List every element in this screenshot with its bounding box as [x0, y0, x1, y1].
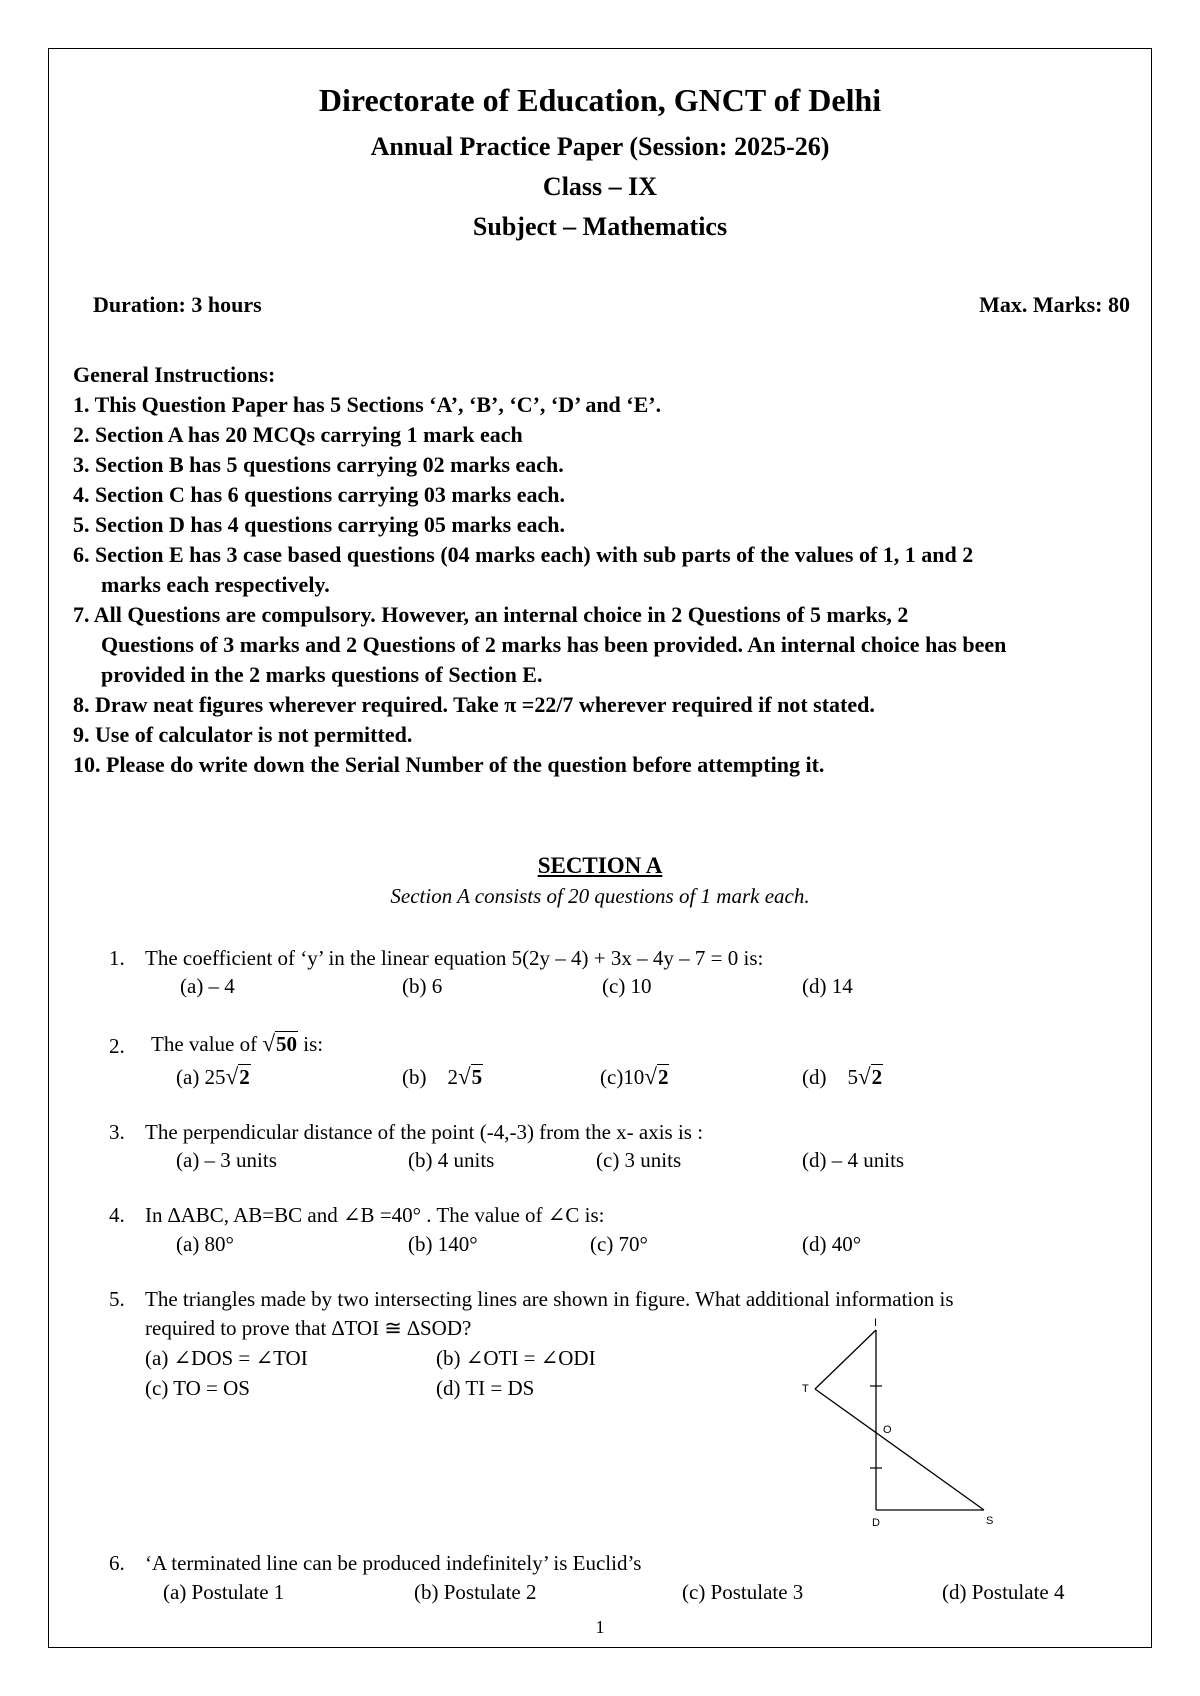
- q5-triangle-figure: [790, 1314, 1010, 1529]
- instruction-text: 3. Section: [73, 452, 169, 477]
- instruction-line: [73, 422, 523, 448]
- instruction-section-letter: C: [168, 482, 185, 507]
- q2-d-radicand: 2: [871, 1065, 883, 1089]
- q3-option-a: (a) – 3 units: [176, 1148, 277, 1172]
- instruction-line: [73, 542, 973, 568]
- q2-option-d: [802, 1064, 883, 1090]
- instruction-line: [73, 512, 565, 538]
- instruction-section-letter: D: [168, 512, 185, 537]
- instruction-text: 10. Please do write down the Serial Number of the question before attempting it.: [73, 752, 825, 777]
- q3-text: The perpendicular distance of the point (-4,-3) from the x- axis is :: [145, 1120, 704, 1144]
- sqrt-symbol: √2: [858, 1064, 883, 1089]
- q6-option-a: (a) Postulate 1: [163, 1580, 285, 1604]
- sqrt-symbol: √2: [225, 1064, 250, 1089]
- q4-option-b: (b) 140°: [408, 1232, 478, 1256]
- instruction-text: provided in the 2 marks questions of Section E.: [101, 662, 543, 687]
- q6-option-b: (b) Postulate 2: [414, 1580, 537, 1604]
- sqrt-symbol: √2: [644, 1064, 669, 1089]
- instruction-section-letter: B: [168, 452, 184, 477]
- q2-text-post: is:: [303, 1032, 324, 1056]
- figure-label-s: S: [986, 1515, 994, 1527]
- q2-b-pre: (b) 2: [402, 1065, 458, 1089]
- section-a-subtitle: Section A consists of 20 questions of 1 mark each.: [390, 884, 810, 908]
- q3-option-c: (c) 3 units: [596, 1148, 682, 1172]
- section-a-title: SECTION A: [537, 853, 663, 878]
- instruction-text: 7. All Questions are compulsory. However, an internal choice in 2 Questions of 5 marks, 2: [73, 602, 909, 627]
- instruction-text: Questions of 3 marks and 2 Questions of 2 marks has been provided. An internal choice has been: [101, 632, 1007, 657]
- q4-text: In ∆ABC, AB=BC and ∠B =40° . The value of ∠C is:: [145, 1203, 605, 1227]
- q2-b-radicand: 5: [471, 1065, 483, 1089]
- sqrt-symbol: √5: [458, 1064, 483, 1089]
- q2-option-a: [176, 1064, 251, 1090]
- q2-option-b: [402, 1064, 483, 1090]
- instruction-line: [73, 482, 565, 508]
- q1-option-a: (a) – 4: [180, 974, 235, 998]
- instruction-text: has 20 MCQs carrying 1 mark each: [182, 422, 523, 447]
- q2-d-pre: (d) 5: [802, 1065, 858, 1089]
- q5-option-a: (a) ∠DOS = ∠TOI: [145, 1346, 308, 1370]
- q1-number: 1.: [109, 946, 125, 970]
- instruction-line: [73, 692, 875, 718]
- instruction-text: 2. Section: [73, 422, 168, 447]
- q2-number: 2.: [109, 1034, 125, 1058]
- q6-option-d: (d) Postulate 4: [942, 1580, 1065, 1604]
- instruction-line: [101, 572, 330, 598]
- instruction-text: marks each respectively.: [101, 572, 330, 597]
- instructions-title: General Instructions:: [73, 362, 276, 387]
- instruction-text: 9. Use of calculator is not permitted.: [73, 722, 413, 747]
- paper-title: Annual Practice Paper (Session: 2025-26): [370, 132, 830, 161]
- q4-option-d: (d) 40°: [802, 1232, 862, 1256]
- instruction-section-letter: E: [168, 542, 184, 567]
- instruction-line: [73, 602, 908, 628]
- q6-option-c: (c) Postulate 3: [682, 1580, 804, 1604]
- instruction-section-letter: A: [167, 422, 183, 447]
- instruction-text: has 4 questions carrying 05 marks each.: [184, 512, 565, 537]
- figure-label-d: D: [872, 1517, 880, 1529]
- q4-option-c: (c) 70°: [590, 1232, 648, 1256]
- q2-text: [151, 1031, 323, 1057]
- class-title: Class – IX: [542, 172, 658, 201]
- instruction-line: [73, 752, 824, 778]
- q5-text-line2: required to prove that ∆TOI ≅ ∆SOD?: [145, 1316, 472, 1340]
- duration: Duration: 3 hours: [93, 292, 262, 317]
- instruction-text: 6. Section: [73, 542, 169, 567]
- q4-option-a: (a) 80°: [176, 1232, 234, 1256]
- q2-a-pre: (a) 25: [176, 1065, 226, 1089]
- q2-radicand: 50: [276, 1032, 297, 1056]
- organization-title: Directorate of Education, GNCT of Delhi: [318, 82, 882, 118]
- q5-option-d: (d) TI = DS: [436, 1376, 535, 1400]
- instruction-text: 4. Section: [73, 482, 169, 507]
- subject-title: Subject – Mathematics: [472, 212, 728, 241]
- figure-label-i: I: [874, 1317, 878, 1329]
- q2-text-pre: The value of: [151, 1032, 258, 1056]
- instruction-line: [73, 722, 412, 748]
- q5-option-b: (b) ∠OTI = ∠ODI: [436, 1346, 596, 1370]
- instruction-text: 1. This Question Paper has 5 Sections ‘A’, ‘B’, ‘C’, ‘D’ and ‘E’.: [73, 392, 662, 417]
- instruction-line: [73, 392, 661, 418]
- instruction-line: [101, 662, 542, 688]
- q1-option-d: (d) 14: [802, 974, 853, 998]
- instruction-text: 8. Draw neat figures wherever required. Take π =22/7 wherever required if not stated.: [73, 692, 875, 717]
- line-ti: [815, 1330, 876, 1389]
- q5-number: 5.: [109, 1287, 125, 1311]
- max-marks: Max. Marks: 80: [979, 292, 1130, 317]
- line-ts: [815, 1389, 984, 1510]
- figure-label-t: T: [802, 1383, 809, 1395]
- instruction-text: has 6 questions carrying 03 marks each.: [184, 482, 565, 507]
- figure-label-o: O: [883, 1424, 892, 1436]
- instruction-text: has 5 questions carrying 02 marks each.: [183, 452, 564, 477]
- q1-option-b: (b) 6: [402, 974, 443, 998]
- sqrt-symbol: √50: [262, 1031, 297, 1056]
- q2-a-radicand: 2: [239, 1065, 250, 1089]
- instruction-line: [101, 632, 1006, 658]
- instruction-text: has 3 case based questions (04 marks each) with sub parts of the values of 1, 1 and 2: [183, 542, 974, 567]
- q2-c-radicand: 2: [657, 1065, 669, 1089]
- q2-c-pre: (c)10: [600, 1065, 645, 1089]
- q4-number: 4.: [109, 1203, 125, 1227]
- q6-text: ‘A terminated line can be produced indefinitely’ is Euclid’s: [145, 1551, 642, 1575]
- instruction-line: [73, 452, 564, 478]
- q3-number: 3.: [109, 1120, 125, 1144]
- q5-text-line1: The triangles made by two intersecting lines are shown in figure. What additional information is: [145, 1287, 954, 1311]
- q3-option-d: (d) – 4 units: [802, 1148, 905, 1172]
- q2-option-c: [600, 1064, 669, 1090]
- page-number: 1: [595, 1617, 605, 1637]
- q6-number: 6.: [109, 1551, 125, 1575]
- q1-text: The coefficient of ‘y’ in the linear equation 5(2y – 4) + 3x – 4y – 7 = 0 is:: [145, 946, 764, 970]
- q3-option-b: (b) 4 units: [408, 1148, 495, 1172]
- instruction-text: 5. Section: [73, 512, 169, 537]
- q5-option-c: (c) TO = OS: [145, 1376, 250, 1400]
- q1-option-c: (c) 10: [602, 974, 652, 998]
